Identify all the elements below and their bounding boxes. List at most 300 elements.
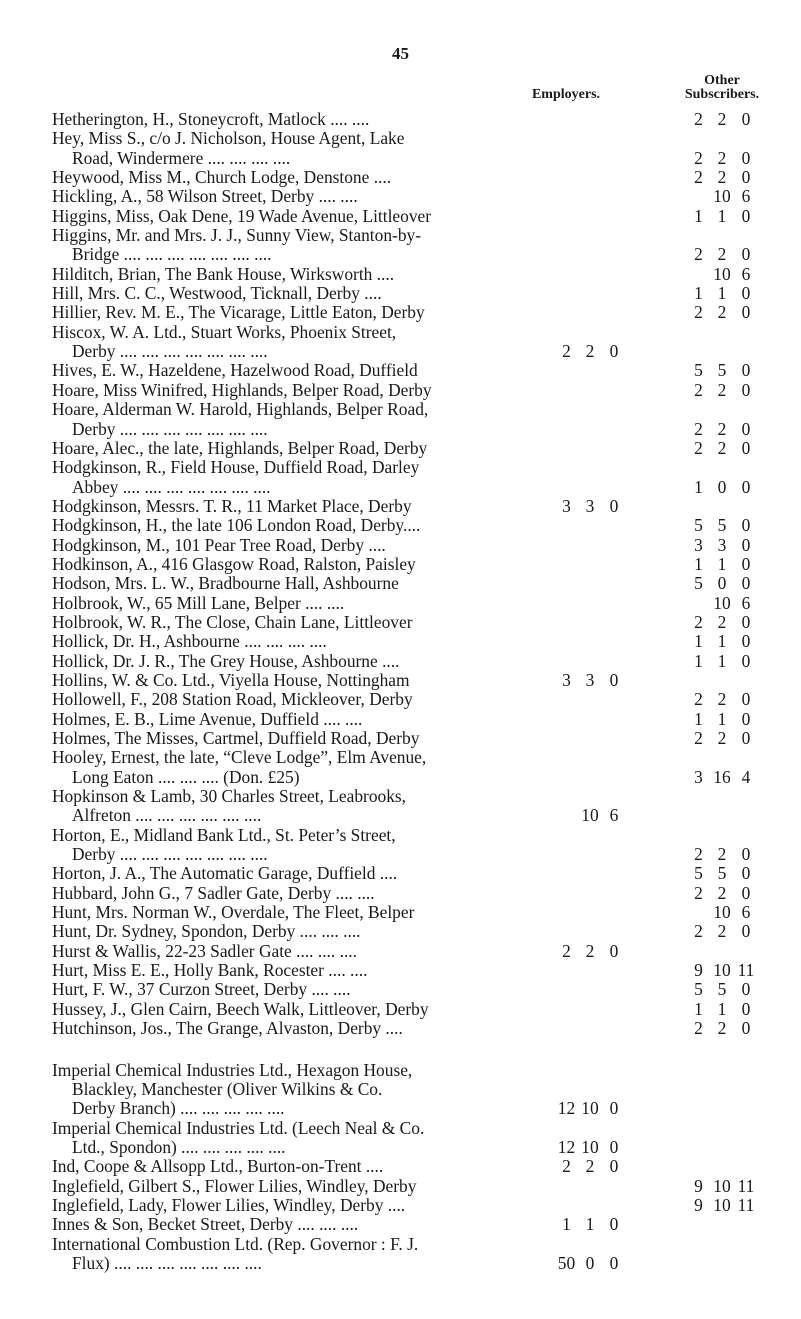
subscriber-entry: [0, 729, 801, 748]
entry-line: Hollowell, F., 208 Station Road, Mickleover, Derby: [52, 689, 413, 710]
shillings-value: 2: [717, 379, 727, 400]
employers-amount: [555, 497, 626, 516]
shillings-value: 1: [717, 553, 727, 574]
pence-value: 0: [741, 844, 751, 865]
pounds-value: [555, 806, 578, 825]
shillings-value: 0: [717, 573, 727, 594]
pence-value: 0: [741, 109, 751, 129]
pence-value: 0: [741, 728, 751, 748]
subscriber-name: [52, 168, 508, 187]
other-subscribers-amount: [687, 265, 758, 284]
shillings-value: 2: [717, 844, 727, 865]
subscriber-name: [52, 961, 508, 980]
pounds-value: [687, 903, 710, 922]
other-subscribers-amount: [687, 168, 758, 187]
pounds-value: 2: [694, 1018, 703, 1039]
pence-value: 0: [741, 437, 751, 458]
subscriber-name: [52, 110, 508, 129]
entry-line: Innes & Son, Becket Street, Derby .... .... ....: [52, 1214, 359, 1235]
pence-value: 4: [741, 766, 751, 787]
pence-value: 0: [609, 1252, 619, 1273]
page-number: 45: [392, 44, 409, 63]
entry-line: Horton, J. A., The Automatic Garage, Duffield ....: [52, 863, 398, 884]
entry-continuation-line: Derby Branch) .... .... .... .... ....: [72, 1098, 285, 1119]
subscriber-entry: [0, 381, 801, 400]
other-header-line2: Subscribers.: [684, 87, 760, 102]
subscriber-entry: [0, 922, 801, 941]
other-subscribers-amount: [687, 1000, 758, 1019]
entry-line: Hubbard, John G., 7 Sadler Gate, Derby .... ....: [52, 882, 375, 903]
pence-value: 0: [609, 940, 619, 961]
subscriber-entry: [0, 129, 801, 168]
subscriber-entry: [0, 613, 801, 632]
pence-value: 6: [741, 592, 751, 613]
pounds-value: 3: [694, 534, 703, 555]
pounds-value: 1: [694, 650, 703, 671]
subscriber-entry: [0, 1019, 801, 1038]
subscriber-entry: [0, 826, 801, 865]
subscriber-entry: [0, 710, 801, 729]
subscriber-list: [0, 110, 801, 1273]
other-subscribers-amount: [687, 980, 758, 999]
subscriber-name: [52, 787, 508, 826]
shillings-value: 16: [713, 766, 731, 787]
subscriber-name: [52, 323, 508, 362]
shillings-value: 2: [585, 341, 595, 362]
shillings-value: 10: [581, 1098, 599, 1119]
pence-value: 0: [609, 1098, 619, 1119]
employers-amount: [555, 1157, 626, 1176]
pounds-value: 50: [557, 1252, 576, 1273]
subscriber-entry: [0, 652, 801, 671]
pounds-value: 2: [694, 244, 703, 265]
subscriber-name: [52, 187, 508, 206]
subscriber-name: [52, 613, 508, 632]
pounds-value: 2: [694, 302, 703, 323]
shillings-value: 2: [717, 437, 727, 458]
pounds-value: 2: [694, 921, 703, 942]
pounds-value: 5: [694, 979, 703, 1000]
pounds-value: 9: [694, 960, 703, 981]
pounds-value: 9: [694, 1194, 703, 1215]
subscriber-name: [52, 980, 508, 999]
subscriber-entry: [0, 1119, 801, 1158]
subscriber-entry: [0, 594, 801, 613]
pence-value: 0: [741, 573, 751, 594]
pounds-value: 1: [694, 553, 703, 574]
pounds-value: 5: [694, 360, 703, 381]
shillings-value: 10: [713, 960, 731, 981]
entry-line: Hooley, Ernest, the late, “Cleve Lodge”, Elm Avenue,: [52, 747, 427, 768]
subscriber-name: [52, 574, 508, 593]
subscriber-entry: [0, 1000, 801, 1019]
other-subscribers-amount: [687, 381, 758, 400]
subscriber-entry: [0, 1061, 801, 1119]
pounds-value: 2: [694, 844, 703, 865]
entry-continuation-line: Ltd., Spondon) .... .... .... .... ....: [72, 1136, 286, 1157]
pence-value: 0: [741, 534, 751, 555]
pence-value: 0: [741, 167, 751, 188]
subscriber-entry: [0, 671, 801, 690]
pounds-value: 1: [694, 631, 703, 652]
subscriber-entry: [0, 864, 801, 883]
shillings-value: 10: [713, 1194, 731, 1215]
shillings-value: 2: [717, 418, 727, 439]
pounds-value: 1: [694, 283, 703, 304]
subscriber-name: [52, 1157, 508, 1176]
subscriber-name: [52, 690, 508, 709]
shillings-value: 1: [717, 205, 727, 226]
subscriber-entry: [0, 632, 801, 651]
pence-value: 6: [741, 186, 751, 207]
pounds-value: 5: [694, 573, 703, 594]
pence-value: 0: [609, 1214, 619, 1235]
shillings-value: 1: [717, 650, 727, 671]
pounds-value: 1: [694, 708, 703, 729]
pence-value: 0: [609, 341, 619, 362]
pence-value: 0: [741, 418, 751, 439]
subscriber-name: [52, 1215, 508, 1234]
subscriber-entry: [0, 303, 801, 322]
subscriber-name: [52, 1000, 508, 1019]
pence-value: 0: [741, 882, 751, 903]
entry-line: Higgins, Mr. and Mrs. J. J., Sunny View, Stanton-by-: [52, 225, 421, 246]
subscriber-entry: [0, 884, 801, 903]
pounds-value: 2: [694, 379, 703, 400]
pounds-value: 1: [694, 476, 703, 497]
other-subscribers-amount: [687, 149, 758, 168]
other-subscribers-amount: [687, 845, 758, 864]
pounds-value: 3: [562, 669, 571, 690]
other-header-line1: Other: [704, 73, 740, 88]
subscriber-name: [52, 284, 508, 303]
entry-continuation-line: Derby .... .... .... .... .... .... ....: [72, 341, 268, 362]
other-subscribers-amount: [687, 420, 758, 439]
subscriber-entry: [0, 207, 801, 226]
other-subscribers-amount: [687, 768, 758, 787]
shillings-value: 1: [717, 708, 727, 729]
pounds-value: 12: [557, 1136, 576, 1157]
subscriber-entry: [0, 942, 801, 961]
subscriber-entry: [0, 690, 801, 709]
subscriber-entry: [0, 265, 801, 284]
entry-line: Hetherington, H., Stoneycroft, Matlock .... ....: [52, 109, 370, 129]
employers-amount: [555, 1138, 626, 1157]
shillings-value: 10: [581, 805, 599, 826]
subscriber-entry: [0, 458, 801, 497]
subscriber-name: [52, 129, 508, 168]
pounds-value: 5: [694, 515, 703, 536]
entry-line: Hodgkinson, Messrs. T. R., 11 Market Place, Derby: [52, 495, 412, 516]
other-subscribers-amount: [687, 1196, 758, 1215]
subscriber-name: [52, 516, 508, 535]
entry-line: Higgins, Miss, Oak Dene, 19 Wade Avenue, Littleover: [52, 205, 432, 226]
entry-line: Inglefield, Lady, Flower Lilies, Windley, Derby ....: [52, 1194, 406, 1215]
subscriber-name: [52, 381, 508, 400]
subscriber-entry: [0, 1235, 801, 1274]
employers-amount: [555, 806, 626, 825]
entry-line: Hillier, Rev. M. E., The Vicarage, Little Eaton, Derby: [52, 302, 425, 323]
pounds-value: 1: [694, 998, 703, 1019]
pounds-value: 2: [694, 611, 703, 632]
other-subscribers-amount: [687, 555, 758, 574]
shillings-value: 2: [717, 728, 727, 748]
pence-value: 11: [737, 1194, 755, 1215]
pounds-value: 2: [694, 437, 703, 458]
pounds-value: 3: [694, 766, 703, 787]
pence-value: 0: [741, 302, 751, 323]
entry-line: Hoare, Alderman W. Harold, Highlands, Belper Road,: [52, 399, 429, 420]
subscriber-name: [52, 652, 508, 671]
pounds-value: 2: [562, 341, 571, 362]
subscriber-name: [52, 748, 508, 787]
pence-value: 0: [741, 689, 751, 710]
pounds-value: 12: [557, 1098, 576, 1119]
pence-value: 0: [741, 921, 751, 942]
pence-value: 0: [741, 998, 751, 1019]
other-subscribers-amount: [687, 922, 758, 941]
subscriber-entry: [0, 555, 801, 574]
entry-continuation-line: Road, Windermere .... .... .... ....: [72, 147, 291, 168]
pounds-value: 1: [694, 205, 703, 226]
shillings-value: 2: [717, 109, 727, 129]
subscriber-name: [52, 710, 508, 729]
shillings-value: 3: [717, 534, 727, 555]
shillings-value: 2: [717, 1018, 727, 1039]
entry-line: Hodson, Mrs. L. W., Bradbourne Hall, Ashbourne: [52, 573, 399, 594]
subscriber-entry: [0, 536, 801, 555]
other-subscribers-amount: [687, 303, 758, 322]
pence-value: 11: [737, 1175, 755, 1196]
shillings-value: 10: [713, 592, 731, 613]
shillings-value: 3: [585, 669, 595, 690]
subscriber-name: [52, 207, 508, 226]
other-subscribers-amount: [687, 1019, 758, 1038]
shillings-value: 0: [717, 476, 727, 497]
shillings-value: 2: [717, 244, 727, 265]
subscriber-entry: [0, 284, 801, 303]
subscriber-name: [52, 729, 508, 748]
subscriber-entry: [0, 226, 801, 265]
entry-line: Heywood, Miss M., Church Lodge, Denstone ....: [52, 167, 392, 188]
shillings-value: 2: [717, 921, 727, 942]
pence-value: 0: [741, 283, 751, 304]
other-subscribers-amount: [687, 361, 758, 380]
shillings-value: 2: [717, 611, 727, 632]
pence-value: 0: [741, 476, 751, 497]
pounds-value: [687, 265, 710, 284]
other-subscribers-amount: [687, 478, 758, 497]
employers-amount: [555, 1099, 626, 1118]
subscriber-name: [52, 303, 508, 322]
pence-value: 0: [741, 979, 751, 1000]
pounds-value: 2: [562, 940, 571, 961]
entry-line: Hilditch, Brian, The Bank House, Wirksworth ....: [52, 263, 395, 284]
pence-value: 0: [741, 863, 751, 884]
shillings-value: 2: [717, 689, 727, 710]
other-subscribers-amount: [687, 594, 758, 613]
entry-continuation-line: Alfreton .... .... .... .... .... ....: [72, 805, 262, 826]
subscriber-entry: [0, 961, 801, 980]
subscriber-name: [52, 903, 508, 922]
entry-continuation-line: Abbey .... .... .... .... .... .... ....: [72, 476, 271, 497]
pence-value: 0: [741, 379, 751, 400]
other-subscribers-amount: [687, 187, 758, 206]
subscriber-name: [52, 458, 508, 497]
other-subscribers-amount: [687, 632, 758, 651]
subscriber-name: [52, 1196, 508, 1215]
pence-value: 0: [609, 495, 619, 516]
pounds-value: 3: [562, 495, 571, 516]
other-subscribers-amount: [687, 536, 758, 555]
employers-amount: [555, 671, 626, 690]
subscriber-entry: [0, 1177, 801, 1196]
pence-value: 0: [741, 1018, 751, 1039]
subscriber-entry: [0, 1215, 801, 1234]
pence-value: 0: [741, 360, 751, 381]
subscriber-name: [52, 1019, 508, 1038]
entry-line: International Combustion Ltd. (Rep. Governor : F. J.: [52, 1233, 419, 1254]
subscriber-name: [52, 884, 508, 903]
subscriber-entry: [0, 574, 801, 593]
subscriber-entry: [0, 497, 801, 516]
entry-line: Imperial Chemical Industries Ltd., Hexagon House,: [52, 1059, 413, 1080]
other-subscribers-amount: [687, 439, 758, 458]
pounds-value: 2: [694, 689, 703, 710]
shillings-value: 5: [717, 515, 727, 536]
subscriber-entry: [0, 361, 801, 380]
shillings-value: 1: [717, 998, 727, 1019]
entry-continuation-line: Flux) .... .... .... .... .... .... ....: [72, 1252, 262, 1273]
pence-value: 0: [609, 1156, 619, 1177]
other-subscribers-amount: [687, 864, 758, 883]
pounds-value: 2: [694, 728, 703, 748]
pence-value: 0: [741, 708, 751, 729]
shillings-value: 10: [713, 186, 731, 207]
entry-line: Hunt, Mrs. Norman W., Overdale, The Fleet, Belper: [52, 902, 415, 923]
pounds-value: 2: [694, 167, 703, 188]
pounds-value: [687, 594, 710, 613]
pence-value: 6: [741, 263, 751, 284]
pence-value: 0: [741, 205, 751, 226]
entry-line: Hollick, Dr. J. R., The Grey House, Ashbourne ....: [52, 650, 400, 671]
pence-value: 0: [741, 553, 751, 574]
pence-value: 0: [741, 611, 751, 632]
entry-continuation-line: Derby .... .... .... .... .... .... ....: [72, 418, 268, 439]
entry-line: Hodgkinson, M., 101 Pear Tree Road, Derby ....: [52, 534, 386, 555]
entry-line: Hollins, W. & Co. Ltd., Viyella House, Nottingham: [52, 669, 410, 690]
subscriber-name: [52, 864, 508, 883]
employers-amount: [555, 1215, 626, 1234]
other-subscribers-amount: [687, 245, 758, 264]
subscriber-name: [52, 226, 508, 265]
other-subscribers-amount: [687, 207, 758, 226]
subscriber-name: [52, 1177, 508, 1196]
entry-line: Holbrook, W. R., The Close, Chain Lane, Littleover: [52, 611, 413, 632]
entry-line: Hutchinson, Jos., The Grange, Alvaston, Derby ....: [52, 1018, 403, 1039]
pounds-value: 2: [694, 418, 703, 439]
shillings-value: 2: [717, 167, 727, 188]
shillings-value: 10: [713, 263, 731, 284]
other-subscribers-amount: [687, 652, 758, 671]
entry-continuation-line: Long Eaton .... .... .... (Don. £25): [72, 766, 300, 787]
pence-value: 0: [741, 147, 751, 168]
shillings-value: 1: [717, 283, 727, 304]
entry-line: Hey, Miss S., c/o J. Nicholson, House Agent, Lake: [52, 128, 405, 149]
other-subscribers-amount: [687, 574, 758, 593]
subscriber-name: [52, 265, 508, 284]
shillings-value: 5: [717, 360, 727, 381]
subscriber-name: [52, 594, 508, 613]
entry-line: Hurt, Miss E. E., Holly Bank, Rocester .... ....: [52, 960, 368, 981]
shillings-value: 2: [717, 302, 727, 323]
shillings-value: 2: [585, 1156, 595, 1177]
entry-line: Holmes, The Misses, Cartmel, Duffield Road, Derby: [52, 728, 420, 748]
shillings-value: 5: [717, 863, 727, 884]
subscriber-entry: [0, 748, 801, 787]
entry-line: Hunt, Dr. Sydney, Spondon, Derby .... .... ....: [52, 921, 361, 942]
entry-continuation-line: Blackley, Manchester (Oliver Wilkins & Co.: [72, 1078, 383, 1099]
subscriber-entry: [0, 980, 801, 999]
pence-value: 6: [609, 805, 619, 826]
entry-line: Hoare, Alec., the late, Highlands, Belper Road, Derby: [52, 437, 428, 458]
pounds-value: [687, 187, 710, 206]
other-subscribers-amount: [687, 690, 758, 709]
shillings-value: 5: [717, 979, 727, 1000]
subscriber-name: [52, 536, 508, 555]
entry-line: Hodgkinson, R., Field House, Duffield Road, Darley: [52, 457, 420, 478]
shillings-value: 2: [585, 940, 595, 961]
entry-line: Holbrook, W., 65 Mill Lane, Belper .... ....: [52, 592, 345, 613]
other-subscribers-amount: [687, 110, 758, 129]
subscriber-entry: [0, 516, 801, 535]
entry-line: Hoare, Miss Winifred, Highlands, Belper Road, Derby: [52, 379, 432, 400]
entry-line: Hiscox, W. A. Ltd., Stuart Works, Phoenix Street,: [52, 321, 397, 342]
entry-line: Hurst & Wallis, 22-23 Sadler Gate .... .... ....: [52, 940, 357, 961]
subscriber-entry: [0, 439, 801, 458]
subscriber-name: [52, 555, 508, 574]
entry-continuation-line: Bridge .... .... .... .... .... .... ....: [72, 244, 272, 265]
entry-line: Hurt, F. W., 37 Curzon Street, Derby .... ....: [52, 979, 351, 1000]
subscriber-name: [52, 1235, 508, 1274]
pounds-value: 2: [694, 109, 703, 129]
employers-amount: [555, 942, 626, 961]
shillings-value: 2: [717, 882, 727, 903]
other-subscribers-amount: [687, 284, 758, 303]
group-gap: [0, 1039, 801, 1061]
subscriber-name: [52, 922, 508, 941]
shillings-value: 0: [585, 1252, 595, 1273]
other-subscribers-amount: [687, 613, 758, 632]
other-subscribers-amount: [687, 710, 758, 729]
entry-line: Hives, E. W., Hazeldene, Hazelwood Road, Duffield: [52, 360, 418, 381]
entry-line: Hopkinson & Lamb, 30 Charles Street, Leabrooks,: [52, 786, 407, 807]
entry-line: Horton, E., Midland Bank Ltd., St. Peter’s Street,: [52, 824, 396, 845]
entry-line: Holmes, E. B., Lime Avenue, Duffield .... ....: [52, 708, 363, 729]
shillings-value: 2: [717, 147, 727, 168]
subscriber-entry: [0, 168, 801, 187]
pounds-value: 5: [694, 863, 703, 884]
entry-line: Hodgkinson, H., the late 106 London Road, Derby....: [52, 515, 421, 536]
pence-value: 0: [741, 244, 751, 265]
pounds-value: 9: [694, 1175, 703, 1196]
entry-line: Inglefield, Gilbert S., Flower Lilies, Windley, Derby: [52, 1175, 417, 1196]
shillings-value: 10: [713, 1175, 731, 1196]
entry-line: Hussey, J., Glen Cairn, Beech Walk, Littleover, Derby: [52, 998, 429, 1019]
subscriber-name: [52, 361, 508, 380]
pence-value: 11: [737, 960, 755, 981]
entry-line: Hill, Mrs. C. C., Westwood, Ticknall, Derby ....: [52, 283, 382, 304]
